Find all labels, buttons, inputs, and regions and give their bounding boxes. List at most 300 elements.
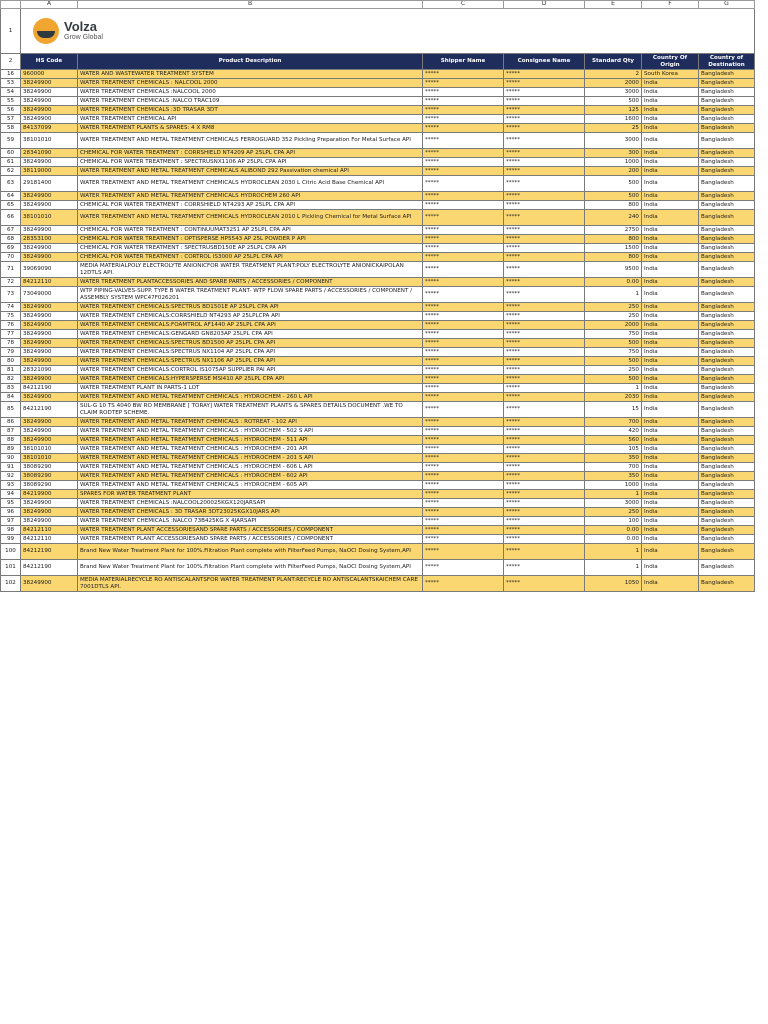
cell-standard-qty[interactable]: 1 [585, 544, 642, 560]
cell-shipper-name[interactable]: ***** [423, 560, 504, 576]
row-number[interactable]: 99 [1, 535, 21, 544]
corner-cell[interactable] [1, 1, 21, 9]
cell-standard-qty[interactable]: 1500 [585, 244, 642, 253]
cell-country-of-destination[interactable]: Bangladesh [699, 490, 755, 499]
cell-standard-qty[interactable]: 560 [585, 436, 642, 445]
row-number[interactable]: 102 [1, 576, 21, 592]
cell-hs-code[interactable]: 38249900 [21, 158, 78, 167]
cell-country-of-origin[interactable]: India [642, 463, 699, 472]
cell-hs-code[interactable]: 38089290 [21, 481, 78, 490]
cell-hs-code[interactable]: 38249900 [21, 303, 78, 312]
cell-consignee-name[interactable]: ***** [504, 508, 585, 517]
cell-shipper-name[interactable]: ***** [423, 210, 504, 226]
row-number[interactable]: 2 [1, 54, 21, 70]
cell-product-description[interactable]: CHEMICAL FOR WATER TREATMENT : SPECTRUSBD150E AP 25LPL CPA API [78, 244, 423, 253]
cell-product-description[interactable]: WATER TREATMENT AND METAL TREATMENT CHEMICALS : HYDROCHEM - 260 L API [78, 393, 423, 402]
cell-consignee-name[interactable]: ***** [504, 97, 585, 106]
cell-country-of-destination[interactable]: Bangladesh [699, 576, 755, 592]
column-header-b[interactable]: B [78, 1, 423, 9]
cell-shipper-name[interactable]: ***** [423, 393, 504, 402]
cell-country-of-destination[interactable]: Bangladesh [699, 235, 755, 244]
row-number[interactable]: 62 [1, 167, 21, 176]
row-number[interactable]: 67 [1, 226, 21, 235]
cell-country-of-destination[interactable]: Bangladesh [699, 418, 755, 427]
cell-shipper-name[interactable]: ***** [423, 235, 504, 244]
cell-consignee-name[interactable]: ***** [504, 526, 585, 535]
cell-shipper-name[interactable]: ***** [423, 427, 504, 436]
cell-shipper-name[interactable]: ***** [423, 262, 504, 278]
cell-hs-code[interactable]: 84212110 [21, 526, 78, 535]
cell-country-of-origin[interactable]: India [642, 167, 699, 176]
cell-country-of-origin[interactable]: India [642, 366, 699, 375]
row-number[interactable]: 76 [1, 321, 21, 330]
cell-country-of-origin[interactable]: India [642, 560, 699, 576]
cell-shipper-name[interactable]: ***** [423, 418, 504, 427]
cell-product-description[interactable]: WATER TREATMENT AND METAL TREATMENT CHEMICALS HYDROCHEM 260 API [78, 192, 423, 201]
header-country-of-origin[interactable]: Country Of Origin [642, 54, 699, 70]
cell-hs-code[interactable]: 38119000 [21, 167, 78, 176]
cell-consignee-name[interactable]: ***** [504, 339, 585, 348]
row-number[interactable]: 72 [1, 278, 21, 287]
cell-consignee-name[interactable]: ***** [504, 454, 585, 463]
cell-country-of-destination[interactable]: Bangladesh [699, 158, 755, 167]
cell-hs-code[interactable]: 38249900 [21, 115, 78, 124]
cell-standard-qty[interactable]: 3000 [585, 88, 642, 97]
cell-consignee-name[interactable]: ***** [504, 535, 585, 544]
column-header-f[interactable]: F [642, 1, 699, 9]
cell-hs-code[interactable]: 84212190 [21, 384, 78, 393]
cell-standard-qty[interactable]: 0.00 [585, 278, 642, 287]
header-country-of-destination[interactable]: Country of Destination [699, 54, 755, 70]
cell-country-of-origin[interactable]: India [642, 133, 699, 149]
cell-country-of-destination[interactable]: Bangladesh [699, 375, 755, 384]
cell-standard-qty[interactable]: 15 [585, 402, 642, 418]
cell-consignee-name[interactable]: ***** [504, 366, 585, 375]
cell-country-of-destination[interactable]: Bangladesh [699, 481, 755, 490]
cell-country-of-origin[interactable]: India [642, 79, 699, 88]
cell-hs-code[interactable]: 38249900 [21, 576, 78, 592]
cell-hs-code[interactable]: 84212110 [21, 278, 78, 287]
cell-country-of-origin[interactable]: India [642, 262, 699, 278]
cell-country-of-destination[interactable]: Bangladesh [699, 339, 755, 348]
cell-consignee-name[interactable]: ***** [504, 576, 585, 592]
cell-hs-code[interactable]: 38249900 [21, 427, 78, 436]
row-number[interactable]: 82 [1, 375, 21, 384]
cell-shipper-name[interactable]: ***** [423, 339, 504, 348]
row-number[interactable]: 70 [1, 253, 21, 262]
column-header-a[interactable]: A [21, 1, 78, 9]
cell-country-of-origin[interactable]: India [642, 303, 699, 312]
row-number[interactable]: 57 [1, 115, 21, 124]
cell-standard-qty[interactable]: 250 [585, 508, 642, 517]
cell-standard-qty[interactable]: 0.00 [585, 526, 642, 535]
cell-country-of-destination[interactable]: Bangladesh [699, 445, 755, 454]
row-number[interactable]: 79 [1, 348, 21, 357]
cell-shipper-name[interactable]: ***** [423, 176, 504, 192]
row-number[interactable]: 64 [1, 192, 21, 201]
row-number[interactable]: 58 [1, 124, 21, 133]
cell-consignee-name[interactable]: ***** [504, 418, 585, 427]
cell-product-description[interactable]: WATER TREATMENT PLANT IN PARTS-1 LOT [78, 384, 423, 393]
cell-product-description[interactable]: WATER TREATMENT PLANTACCESSORIES AND SPARE PARTS / ACCESSORIES / COMPONENT [78, 278, 423, 287]
cell-hs-code[interactable]: 38249900 [21, 375, 78, 384]
cell-product-description[interactable]: WATER TREATMENT CHEMICALS :NALCO TRAC109 [78, 97, 423, 106]
cell-consignee-name[interactable]: ***** [504, 517, 585, 526]
cell-shipper-name[interactable]: ***** [423, 312, 504, 321]
row-number[interactable]: 93 [1, 481, 21, 490]
cell-country-of-origin[interactable]: India [642, 97, 699, 106]
cell-country-of-destination[interactable]: Bangladesh [699, 70, 755, 79]
cell-country-of-destination[interactable]: Bangladesh [699, 176, 755, 192]
cell-consignee-name[interactable]: ***** [504, 330, 585, 339]
cell-country-of-destination[interactable]: Bangladesh [699, 526, 755, 535]
row-number[interactable]: 87 [1, 427, 21, 436]
cell-hs-code[interactable]: 38249900 [21, 97, 78, 106]
cell-country-of-origin[interactable]: India [642, 253, 699, 262]
cell-product-description[interactable]: MEDIA MATERIALPOLY ELECTROLYTE ANIONICFOR WATER TREATMENT PLANT:POLY ELECTROLYTE ANIONICKAIPOLAN 12DTLS API. [78, 262, 423, 278]
cell-standard-qty[interactable]: 0.00 [585, 535, 642, 544]
cell-hs-code[interactable]: 38089290 [21, 463, 78, 472]
cell-country-of-destination[interactable]: Bangladesh [699, 262, 755, 278]
cell-hs-code[interactable]: 38249900 [21, 393, 78, 402]
header-standard-qty[interactable]: Standard Qty [585, 54, 642, 70]
row-number[interactable]: 95 [1, 499, 21, 508]
cell-country-of-origin[interactable]: India [642, 158, 699, 167]
cell-shipper-name[interactable]: ***** [423, 490, 504, 499]
cell-consignee-name[interactable]: ***** [504, 253, 585, 262]
cell-standard-qty[interactable]: 500 [585, 375, 642, 384]
cell-country-of-destination[interactable]: Bangladesh [699, 321, 755, 330]
cell-consignee-name[interactable]: ***** [504, 133, 585, 149]
cell-standard-qty[interactable]: 200 [585, 167, 642, 176]
cell-country-of-destination[interactable]: Bangladesh [699, 253, 755, 262]
cell-hs-code[interactable]: 38249900 [21, 192, 78, 201]
cell-standard-qty[interactable]: 2000 [585, 321, 642, 330]
cell-hs-code[interactable]: 38101010 [21, 210, 78, 226]
cell-country-of-origin[interactable]: India [642, 348, 699, 357]
cell-country-of-destination[interactable]: Bangladesh [699, 357, 755, 366]
cell-consignee-name[interactable]: ***** [504, 402, 585, 418]
cell-shipper-name[interactable]: ***** [423, 303, 504, 312]
cell-standard-qty[interactable]: 1000 [585, 481, 642, 490]
cell-standard-qty[interactable]: 2 [585, 70, 642, 79]
cell-product-description[interactable]: WATER TREATMENT PLANT ACCESSORIESAND SPARE PARTS / ACCESSORIES / COMPONENT [78, 526, 423, 535]
cell-country-of-origin[interactable]: India [642, 481, 699, 490]
row-number[interactable]: 75 [1, 312, 21, 321]
cell-country-of-destination[interactable]: Bangladesh [699, 544, 755, 560]
cell-hs-code[interactable]: 28341090 [21, 149, 78, 158]
cell-country-of-destination[interactable]: Bangladesh [699, 348, 755, 357]
cell-product-description[interactable]: WATER TREATMENT AND METAL TREATMENT CHEMICALS HYDROCLEAN 2010 L Pickling Chemical for Metal Surface API [78, 210, 423, 226]
cell-country-of-destination[interactable]: Bangladesh [699, 508, 755, 517]
cell-standard-qty[interactable]: 3000 [585, 133, 642, 149]
cell-shipper-name[interactable]: ***** [423, 384, 504, 393]
logo-cell[interactable] [21, 9, 755, 54]
cell-consignee-name[interactable]: ***** [504, 158, 585, 167]
cell-country-of-destination[interactable]: Bangladesh [699, 427, 755, 436]
cell-hs-code[interactable]: 38249900 [21, 330, 78, 339]
cell-hs-code[interactable]: 38249900 [21, 418, 78, 427]
cell-product-description[interactable]: Brand New Water Treatment Plant for 100%.Filtration Plant complete with FilterFeed Pumps, NaOCl Dosing System,API [78, 560, 423, 576]
cell-hs-code[interactable]: 38249900 [21, 508, 78, 517]
cell-standard-qty[interactable]: 500 [585, 192, 642, 201]
cell-consignee-name[interactable]: ***** [504, 115, 585, 124]
cell-standard-qty[interactable]: 3000 [585, 499, 642, 508]
cell-country-of-origin[interactable]: India [642, 321, 699, 330]
cell-product-description[interactable]: WATER TREATMENT CHEMICALS:CORRSHIELD NT4293 AP 25LPLCPA API [78, 312, 423, 321]
cell-product-description[interactable]: CHEMICAL FOR WATER TREATMENT : CONTINUUMAT3251 AP 25LPL CPA API [78, 226, 423, 235]
cell-hs-code[interactable]: 84212110 [21, 535, 78, 544]
cell-country-of-origin[interactable]: South Korea [642, 70, 699, 79]
cell-product-description[interactable]: WATER TREATMENT AND METAL TREATMENT CHEMICALS : HYDROCHEM - 602 API [78, 472, 423, 481]
cell-product-description[interactable]: Brand New Water Treatment Plant for 100%.Filtration Plant complete with FilterFeed Pumps, NaOCl Dosing System,API [78, 544, 423, 560]
row-number[interactable]: 73 [1, 287, 21, 303]
row-number[interactable]: 63 [1, 176, 21, 192]
cell-shipper-name[interactable]: ***** [423, 375, 504, 384]
cell-shipper-name[interactable]: ***** [423, 348, 504, 357]
cell-country-of-origin[interactable]: India [642, 149, 699, 158]
cell-shipper-name[interactable]: ***** [423, 226, 504, 235]
cell-product-description[interactable]: WATER TREATMENT CHEMICALS :NALCO 73B425KG X 4JARSAPI [78, 517, 423, 526]
column-header-c[interactable]: C [423, 1, 504, 9]
cell-country-of-origin[interactable]: India [642, 517, 699, 526]
cell-hs-code[interactable]: 29181400 [21, 176, 78, 192]
cell-country-of-origin[interactable]: India [642, 418, 699, 427]
cell-country-of-destination[interactable]: Bangladesh [699, 287, 755, 303]
cell-consignee-name[interactable]: ***** [504, 278, 585, 287]
cell-standard-qty[interactable]: 800 [585, 253, 642, 262]
cell-hs-code[interactable]: 38089290 [21, 472, 78, 481]
row-number[interactable]: 83 [1, 384, 21, 393]
cell-country-of-destination[interactable]: Bangladesh [699, 472, 755, 481]
cell-hs-code[interactable]: 38249900 [21, 79, 78, 88]
cell-standard-qty[interactable]: 2750 [585, 226, 642, 235]
row-number[interactable]: 91 [1, 463, 21, 472]
cell-hs-code[interactable]: 84219900 [21, 490, 78, 499]
cell-country-of-destination[interactable]: Bangladesh [699, 226, 755, 235]
cell-product-description[interactable]: WATER TREATMENT AND METAL TREATMENT CHEMICALS ALIBOND 292 Passivation chemical API [78, 167, 423, 176]
cell-shipper-name[interactable]: ***** [423, 321, 504, 330]
cell-shipper-name[interactable]: ***** [423, 133, 504, 149]
cell-shipper-name[interactable]: ***** [423, 158, 504, 167]
cell-product-description[interactable]: WATER TREATMENT CHEMICALS:GENGARD GN8203AP 25LPL CPA API [78, 330, 423, 339]
row-number[interactable]: 68 [1, 235, 21, 244]
cell-consignee-name[interactable]: ***** [504, 321, 585, 330]
cell-country-of-destination[interactable]: Bangladesh [699, 115, 755, 124]
cell-country-of-origin[interactable]: India [642, 235, 699, 244]
row-number[interactable]: 56 [1, 106, 21, 115]
cell-hs-code[interactable]: 960000 [21, 70, 78, 79]
cell-shipper-name[interactable]: ***** [423, 201, 504, 210]
cell-hs-code[interactable]: 38101010 [21, 454, 78, 463]
cell-hs-code[interactable]: 73049000 [21, 287, 78, 303]
row-number[interactable]: 94 [1, 490, 21, 499]
row-number[interactable]: 77 [1, 330, 21, 339]
cell-country-of-origin[interactable]: India [642, 115, 699, 124]
cell-shipper-name[interactable]: ***** [423, 526, 504, 535]
cell-shipper-name[interactable]: ***** [423, 79, 504, 88]
cell-shipper-name[interactable]: ***** [423, 278, 504, 287]
cell-product-description[interactable]: WTP PIPING-VALVES-SUPP. TYPE B WATER TREATMENT PLANT- WTP FLOW SPARE PARTS / ACCESSORIES / COMPONENT / ASSEMBLY SYSTEM WPC47F026201 [78, 287, 423, 303]
cell-standard-qty[interactable]: 700 [585, 463, 642, 472]
cell-country-of-origin[interactable]: India [642, 312, 699, 321]
row-number[interactable]: 97 [1, 517, 21, 526]
cell-standard-qty[interactable]: 1600 [585, 115, 642, 124]
cell-standard-qty[interactable]: 1 [585, 384, 642, 393]
cell-consignee-name[interactable]: ***** [504, 167, 585, 176]
cell-country-of-origin[interactable]: India [642, 287, 699, 303]
row-number[interactable]: 92 [1, 472, 21, 481]
cell-hs-code[interactable]: 38249900 [21, 106, 78, 115]
cell-product-description[interactable]: WATER TREATMENT AND METAL TREATMENT CHEMICALS : ROTREAT - 102 API [78, 418, 423, 427]
cell-hs-code[interactable]: 84137099 [21, 124, 78, 133]
cell-shipper-name[interactable]: ***** [423, 149, 504, 158]
cell-country-of-destination[interactable]: Bangladesh [699, 303, 755, 312]
column-header-g[interactable]: G [699, 1, 755, 9]
cell-hs-code[interactable]: 38249900 [21, 348, 78, 357]
cell-country-of-origin[interactable]: India [642, 544, 699, 560]
cell-country-of-destination[interactable]: Bangladesh [699, 402, 755, 418]
cell-consignee-name[interactable]: ***** [504, 70, 585, 79]
cell-product-description[interactable]: WATER TREATMENT CHEMICALS:SPECTRUS BD1500 AP 25LPL CPA API [78, 339, 423, 348]
cell-shipper-name[interactable]: ***** [423, 97, 504, 106]
cell-consignee-name[interactable]: ***** [504, 481, 585, 490]
cell-shipper-name[interactable]: ***** [423, 192, 504, 201]
cell-product-description[interactable]: WATER TREATMENT AND METAL TREATMENT CHEMICALS HYDROCLEAN 2030 L Citric Acid Base Chemical API [78, 176, 423, 192]
row-number[interactable]: 84 [1, 393, 21, 402]
cell-standard-qty[interactable]: 250 [585, 366, 642, 375]
cell-country-of-origin[interactable]: India [642, 526, 699, 535]
cell-country-of-destination[interactable]: Bangladesh [699, 149, 755, 158]
row-number[interactable]: 98 [1, 526, 21, 535]
cell-country-of-destination[interactable]: Bangladesh [699, 278, 755, 287]
cell-consignee-name[interactable]: ***** [504, 463, 585, 472]
cell-product-description[interactable]: WATER TREATMENT CHEMICAL API [78, 115, 423, 124]
cell-product-description[interactable]: CHEMICAL FOR WATER TREATMENT : CORRSHIELD NT4293 AP 25LPL CPA API [78, 201, 423, 210]
cell-shipper-name[interactable]: ***** [423, 463, 504, 472]
cell-consignee-name[interactable]: ***** [504, 472, 585, 481]
cell-country-of-origin[interactable]: India [642, 472, 699, 481]
cell-country-of-origin[interactable]: India [642, 576, 699, 592]
cell-country-of-destination[interactable]: Bangladesh [699, 517, 755, 526]
cell-country-of-origin[interactable]: India [642, 330, 699, 339]
cell-shipper-name[interactable]: ***** [423, 481, 504, 490]
cell-shipper-name[interactable]: ***** [423, 124, 504, 133]
cell-consignee-name[interactable]: ***** [504, 393, 585, 402]
cell-product-description[interactable]: WATER TREATMENT CHEMICALS:FOAMTROL AF1440 AP 25LPL CPA API [78, 321, 423, 330]
cell-shipper-name[interactable]: ***** [423, 445, 504, 454]
cell-product-description[interactable]: WATER TREATMENT AND METAL TREATMENT CHEMICALS : HYDROCHEM - 502 S API [78, 427, 423, 436]
column-header-e[interactable]: E [585, 1, 642, 9]
cell-standard-qty[interactable]: 750 [585, 348, 642, 357]
row-number[interactable]: 74 [1, 303, 21, 312]
header-hs-code[interactable]: HS Code [21, 54, 78, 70]
cell-hs-code[interactable]: 38249900 [21, 244, 78, 253]
cell-hs-code[interactable]: 38101010 [21, 133, 78, 149]
cell-product-description[interactable]: WATER TREATMENT AND METAL TREATMENT CHEMICALS : HYDROCHEM - 606 L API [78, 463, 423, 472]
cell-standard-qty[interactable]: 1 [585, 287, 642, 303]
cell-country-of-destination[interactable]: Bangladesh [699, 79, 755, 88]
cell-hs-code[interactable]: 84212190 [21, 544, 78, 560]
cell-consignee-name[interactable]: ***** [504, 499, 585, 508]
row-number[interactable]: 71 [1, 262, 21, 278]
cell-country-of-origin[interactable]: India [642, 201, 699, 210]
row-number[interactable]: 69 [1, 244, 21, 253]
cell-country-of-origin[interactable]: India [642, 339, 699, 348]
cell-country-of-destination[interactable]: Bangladesh [699, 201, 755, 210]
cell-consignee-name[interactable]: ***** [504, 262, 585, 278]
cell-shipper-name[interactable]: ***** [423, 576, 504, 592]
cell-product-description[interactable]: WATER TREATMENT PLANTS & SPARES: 4 X RM8 [78, 124, 423, 133]
cell-standard-qty[interactable]: 250 [585, 303, 642, 312]
cell-standard-qty[interactable]: 100 [585, 517, 642, 526]
cell-shipper-name[interactable]: ***** [423, 472, 504, 481]
row-number[interactable]: 80 [1, 357, 21, 366]
cell-country-of-destination[interactable]: Bangladesh [699, 244, 755, 253]
cell-country-of-destination[interactable]: Bangladesh [699, 210, 755, 226]
cell-product-description[interactable]: WATER TREATMENT CHEMICALS:CORTROL IS1075AP SUPPLIER PAI API [78, 366, 423, 375]
cell-standard-qty[interactable]: 750 [585, 330, 642, 339]
cell-country-of-origin[interactable]: India [642, 226, 699, 235]
row-number[interactable]: 96 [1, 508, 21, 517]
header-product-description[interactable]: Product Description [78, 54, 423, 70]
cell-product-description[interactable]: CHEMICAL FOR WATER TREATMENT : SPECTRUSNX1106 AP 25LPL CPA API [78, 158, 423, 167]
cell-hs-code[interactable]: 38249900 [21, 88, 78, 97]
cell-standard-qty[interactable]: 2000 [585, 79, 642, 88]
cell-country-of-destination[interactable]: Bangladesh [699, 133, 755, 149]
cell-shipper-name[interactable]: ***** [423, 253, 504, 262]
cell-consignee-name[interactable]: ***** [504, 244, 585, 253]
cell-product-description[interactable]: WATER TREATMENT AND METAL TREATMENT CHEMICALS : HYDROCHEM - 201 S API [78, 454, 423, 463]
row-number[interactable]: 66 [1, 210, 21, 226]
cell-standard-qty[interactable]: 1 [585, 490, 642, 499]
cell-standard-qty[interactable]: 1 [585, 560, 642, 576]
cell-country-of-destination[interactable]: Bangladesh [699, 463, 755, 472]
cell-standard-qty[interactable]: 800 [585, 235, 642, 244]
cell-hs-code[interactable]: 38101010 [21, 445, 78, 454]
cell-consignee-name[interactable]: ***** [504, 384, 585, 393]
row-number[interactable]: 65 [1, 201, 21, 210]
cell-shipper-name[interactable]: ***** [423, 544, 504, 560]
cell-consignee-name[interactable]: ***** [504, 210, 585, 226]
row-number[interactable]: 86 [1, 418, 21, 427]
cell-country-of-destination[interactable]: Bangladesh [699, 384, 755, 393]
cell-consignee-name[interactable]: ***** [504, 544, 585, 560]
row-number[interactable]: 81 [1, 366, 21, 375]
row-number[interactable]: 100 [1, 544, 21, 560]
cell-hs-code[interactable]: 38249900 [21, 321, 78, 330]
cell-country-of-origin[interactable]: India [642, 508, 699, 517]
row-number[interactable]: 1 [1, 9, 21, 54]
cell-standard-qty[interactable]: 500 [585, 97, 642, 106]
row-number[interactable]: 88 [1, 436, 21, 445]
cell-country-of-destination[interactable]: Bangladesh [699, 436, 755, 445]
cell-consignee-name[interactable]: ***** [504, 427, 585, 436]
cell-hs-code[interactable]: 84212190 [21, 560, 78, 576]
cell-country-of-origin[interactable]: India [642, 445, 699, 454]
cell-consignee-name[interactable]: ***** [504, 79, 585, 88]
cell-product-description[interactable]: WATER TREATMENT CHEMICALS:SPECTRUS BD1501E AP 25LPL CPA API [78, 303, 423, 312]
cell-country-of-destination[interactable]: Bangladesh [699, 454, 755, 463]
cell-product-description[interactable]: SPARES FOR WATER TREATMENT PLANT [78, 490, 423, 499]
cell-consignee-name[interactable]: ***** [504, 490, 585, 499]
cell-product-description[interactable]: WATER TREATMENT CHEMICALS :3D TRASAR 3DT [78, 106, 423, 115]
cell-consignee-name[interactable]: ***** [504, 201, 585, 210]
cell-country-of-origin[interactable]: India [642, 535, 699, 544]
row-number[interactable]: 61 [1, 158, 21, 167]
cell-country-of-origin[interactable]: India [642, 176, 699, 192]
header-consignee-name[interactable]: Consignee Name [504, 54, 585, 70]
